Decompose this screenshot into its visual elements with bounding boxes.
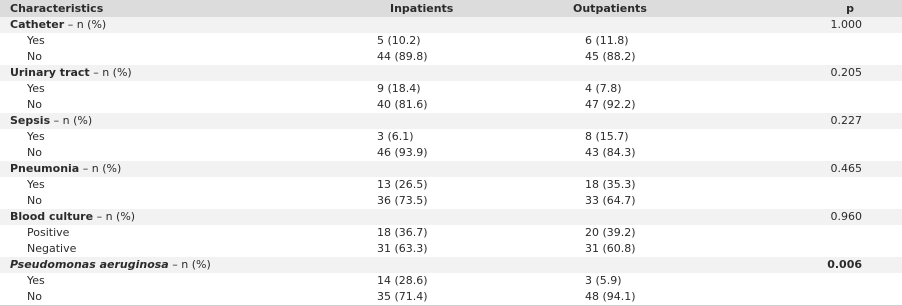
row-label: No bbox=[0, 289, 330, 306]
section-unit: – n (%) bbox=[79, 162, 122, 175]
outpatients-value: 20 (39.2) bbox=[550, 225, 733, 241]
inpatients-value: 36 (73.5) bbox=[330, 193, 550, 209]
section-label: Sepsis bbox=[10, 114, 51, 127]
row-label: Yes bbox=[0, 177, 330, 193]
p-value: 0.205 bbox=[733, 65, 902, 81]
header-inpatients: Inpatients bbox=[390, 2, 454, 15]
row-p-cell bbox=[733, 33, 902, 49]
section-label: Blood culture bbox=[10, 210, 94, 223]
outpatients-value: 3 (5.9) bbox=[550, 273, 733, 289]
row-p-cell bbox=[733, 145, 902, 161]
row-p-cell bbox=[733, 81, 902, 97]
row-label: Yes bbox=[0, 129, 330, 145]
row-p-cell bbox=[733, 289, 902, 306]
outpatients-value: 43 (84.3) bbox=[550, 145, 733, 161]
section-label: Pseudomonas aeruginosa bbox=[10, 258, 169, 271]
table-body bbox=[0, 17, 902, 306]
outpatients-value: 31 (60.8) bbox=[550, 241, 733, 257]
header-p-value: p bbox=[846, 2, 854, 15]
table-row bbox=[0, 241, 902, 257]
inpatients-value: 44 (89.8) bbox=[330, 49, 550, 65]
row-p-cell bbox=[733, 273, 902, 289]
section-inpatients-cell bbox=[330, 113, 550, 129]
row-label: No bbox=[0, 49, 330, 65]
table-row bbox=[0, 49, 902, 65]
section-row bbox=[0, 65, 902, 81]
section-unit: – n (%) bbox=[89, 66, 132, 79]
section-label: Catheter bbox=[10, 18, 65, 31]
p-value: 0.465 bbox=[733, 161, 902, 177]
section-label-cell bbox=[0, 65, 330, 81]
table-row bbox=[0, 97, 902, 113]
section-label-cell bbox=[0, 209, 330, 225]
row-p-cell bbox=[733, 49, 902, 65]
row-p-cell bbox=[733, 177, 902, 193]
outpatients-value: 33 (64.7) bbox=[550, 193, 733, 209]
section-label-cell bbox=[0, 161, 330, 177]
table-row bbox=[0, 273, 902, 289]
row-label: Negative bbox=[0, 241, 330, 257]
p-value: 1.000 bbox=[733, 17, 902, 33]
row-p-cell bbox=[733, 129, 902, 145]
p-value: 0.006 bbox=[733, 257, 902, 273]
p-value: 0.227 bbox=[733, 113, 902, 129]
p-value: 0.960 bbox=[733, 209, 902, 225]
outpatients-value: 47 (92.2) bbox=[550, 97, 733, 113]
section-outpatients-cell bbox=[550, 17, 733, 33]
row-p-cell bbox=[733, 97, 902, 113]
section-unit: – n (%) bbox=[64, 18, 107, 31]
table-row bbox=[0, 289, 902, 306]
outpatients-value: 4 (7.8) bbox=[550, 81, 733, 97]
section-unit: – n (%) bbox=[50, 114, 93, 127]
section-unit: – n (%) bbox=[168, 258, 211, 271]
section-outpatients-cell bbox=[550, 209, 733, 225]
outpatients-value: 48 (94.1) bbox=[550, 289, 733, 306]
row-p-cell bbox=[733, 225, 902, 241]
table-row bbox=[0, 145, 902, 161]
inpatients-value: 13 (26.5) bbox=[330, 177, 550, 193]
outpatients-value: 6 (11.8) bbox=[550, 33, 733, 49]
table-row bbox=[0, 225, 902, 241]
table-row bbox=[0, 193, 902, 209]
row-label: Yes bbox=[0, 33, 330, 49]
inpatients-value: 40 (81.6) bbox=[330, 97, 550, 113]
section-row bbox=[0, 17, 902, 33]
section-outpatients-cell bbox=[550, 161, 733, 177]
section-label-cell bbox=[0, 17, 330, 33]
inpatients-value: 18 (36.7) bbox=[330, 225, 550, 241]
table-row bbox=[0, 177, 902, 193]
row-label: No bbox=[0, 193, 330, 209]
section-label-cell bbox=[0, 257, 330, 273]
inpatients-value: 9 (18.4) bbox=[330, 81, 550, 97]
inpatients-value: 31 (63.3) bbox=[330, 241, 550, 257]
row-label: No bbox=[0, 97, 330, 113]
section-inpatients-cell bbox=[330, 161, 550, 177]
section-unit: – n (%) bbox=[93, 210, 136, 223]
section-row bbox=[0, 113, 902, 129]
row-label: Yes bbox=[0, 81, 330, 97]
section-label: Urinary tract bbox=[10, 66, 90, 79]
outpatients-value: 8 (15.7) bbox=[550, 129, 733, 145]
outpatients-value: 18 (35.3) bbox=[550, 177, 733, 193]
table-row bbox=[0, 81, 902, 97]
row-p-cell bbox=[733, 193, 902, 209]
row-label: No bbox=[0, 145, 330, 161]
section-row bbox=[0, 161, 902, 177]
inpatients-value: 3 (6.1) bbox=[330, 129, 550, 145]
section-inpatients-cell bbox=[330, 209, 550, 225]
row-label: Yes bbox=[0, 273, 330, 289]
inpatients-value: 35 (71.4) bbox=[330, 289, 550, 306]
section-outpatients-cell bbox=[550, 65, 733, 81]
section-outpatients-cell bbox=[550, 113, 733, 129]
inpatients-value: 46 (93.9) bbox=[330, 145, 550, 161]
section-inpatients-cell bbox=[330, 257, 550, 273]
section-outpatients-cell bbox=[550, 257, 733, 273]
section-inpatients-cell bbox=[330, 17, 550, 33]
header-outpatients: Outpatients bbox=[573, 2, 647, 15]
section-row bbox=[0, 257, 902, 273]
inpatients-value: 14 (28.6) bbox=[330, 273, 550, 289]
section-inpatients-cell bbox=[330, 65, 550, 81]
table-header-row bbox=[0, 0, 902, 17]
section-label: Pneumonia bbox=[10, 162, 80, 175]
table-row bbox=[0, 33, 902, 49]
row-p-cell bbox=[733, 241, 902, 257]
header-characteristics: Characteristics bbox=[10, 2, 104, 15]
table-row bbox=[0, 129, 902, 145]
outpatients-value: 45 (88.2) bbox=[550, 49, 733, 65]
section-row bbox=[0, 209, 902, 225]
inpatients-value: 5 (10.2) bbox=[330, 33, 550, 49]
section-label-cell bbox=[0, 113, 330, 129]
row-label: Positive bbox=[0, 225, 330, 241]
